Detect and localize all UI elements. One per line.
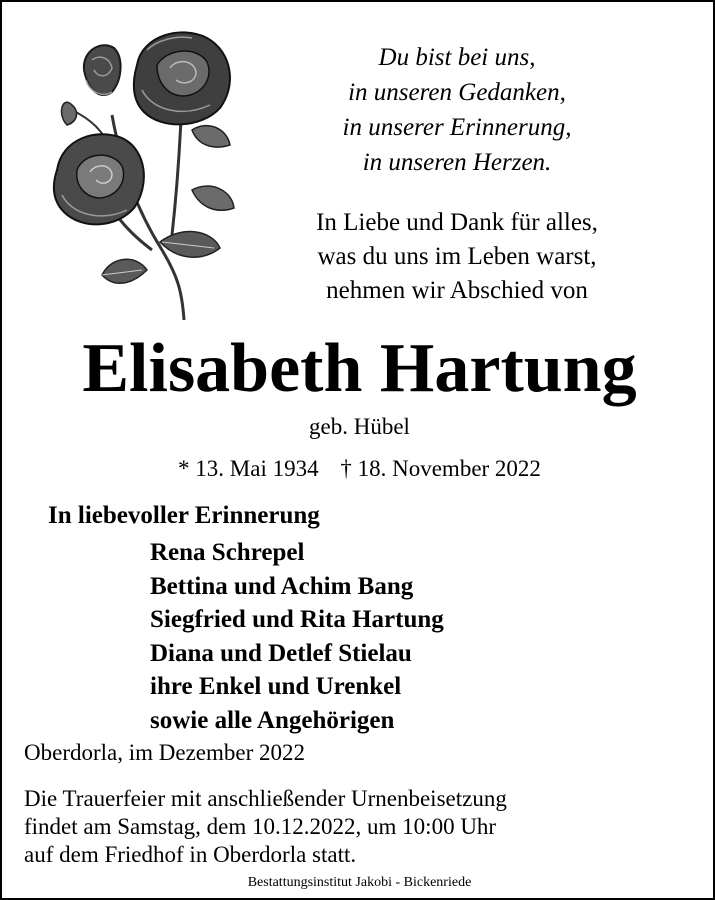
poem-line: in unserer Erinnerung, bbox=[342, 114, 572, 141]
funeral-home: Bestattungsinstitut Jakobi - Bickenriede bbox=[247, 875, 472, 890]
mourner-name: Rena Schrepel bbox=[150, 539, 305, 566]
mourner-name: ihre Enkel und Urenkel bbox=[150, 673, 402, 701]
service-line: auf dem Friedhof in Oberdorla statt. bbox=[24, 842, 357, 867]
poem-line: in unseren Gedanken, bbox=[348, 79, 566, 106]
intro-text bbox=[277, 206, 637, 308]
intro-line: was du uns im Leben warst, bbox=[317, 243, 597, 270]
poem-line: Du bist bei uns, bbox=[378, 44, 536, 71]
service-line: Die Trauerfeier mit anschließender Urnenbeisetzung bbox=[24, 786, 507, 811]
poem-line: in unseren Herzen. bbox=[362, 149, 552, 176]
mourners-list bbox=[150, 536, 444, 738]
intro-line: nehmen wir Abschied von bbox=[326, 277, 588, 304]
deceased-name: Elisabeth Hartung bbox=[82, 330, 637, 407]
death-date: † 18. November 2022 bbox=[340, 456, 541, 481]
mourners-heading: In liebevoller Erinnerung bbox=[48, 502, 320, 529]
mourner-name: sowie alle Angehörigen bbox=[150, 706, 395, 734]
maiden-name: geb. Hübel bbox=[309, 414, 410, 439]
life-dates bbox=[2, 454, 715, 484]
service-line: findet am Samstag, dem 10.12.2022, um 10:00 Uhr bbox=[24, 814, 497, 839]
intro-line: In Liebe und Dank für alles, bbox=[316, 209, 598, 236]
mourner-name: Diana und Detlef Stielau bbox=[150, 639, 412, 667]
mourner-name: Bettina und Achim Bang bbox=[150, 572, 414, 600]
place-date: Oberdorla, im Dezember 2022 bbox=[24, 740, 306, 765]
mourner-name: Siegfried und Rita Hartung bbox=[150, 606, 444, 634]
birth-date: * 13. Mai 1934 bbox=[178, 456, 319, 481]
poem bbox=[277, 40, 637, 180]
service-info bbox=[24, 785, 507, 869]
roses-illustration bbox=[42, 20, 252, 320]
